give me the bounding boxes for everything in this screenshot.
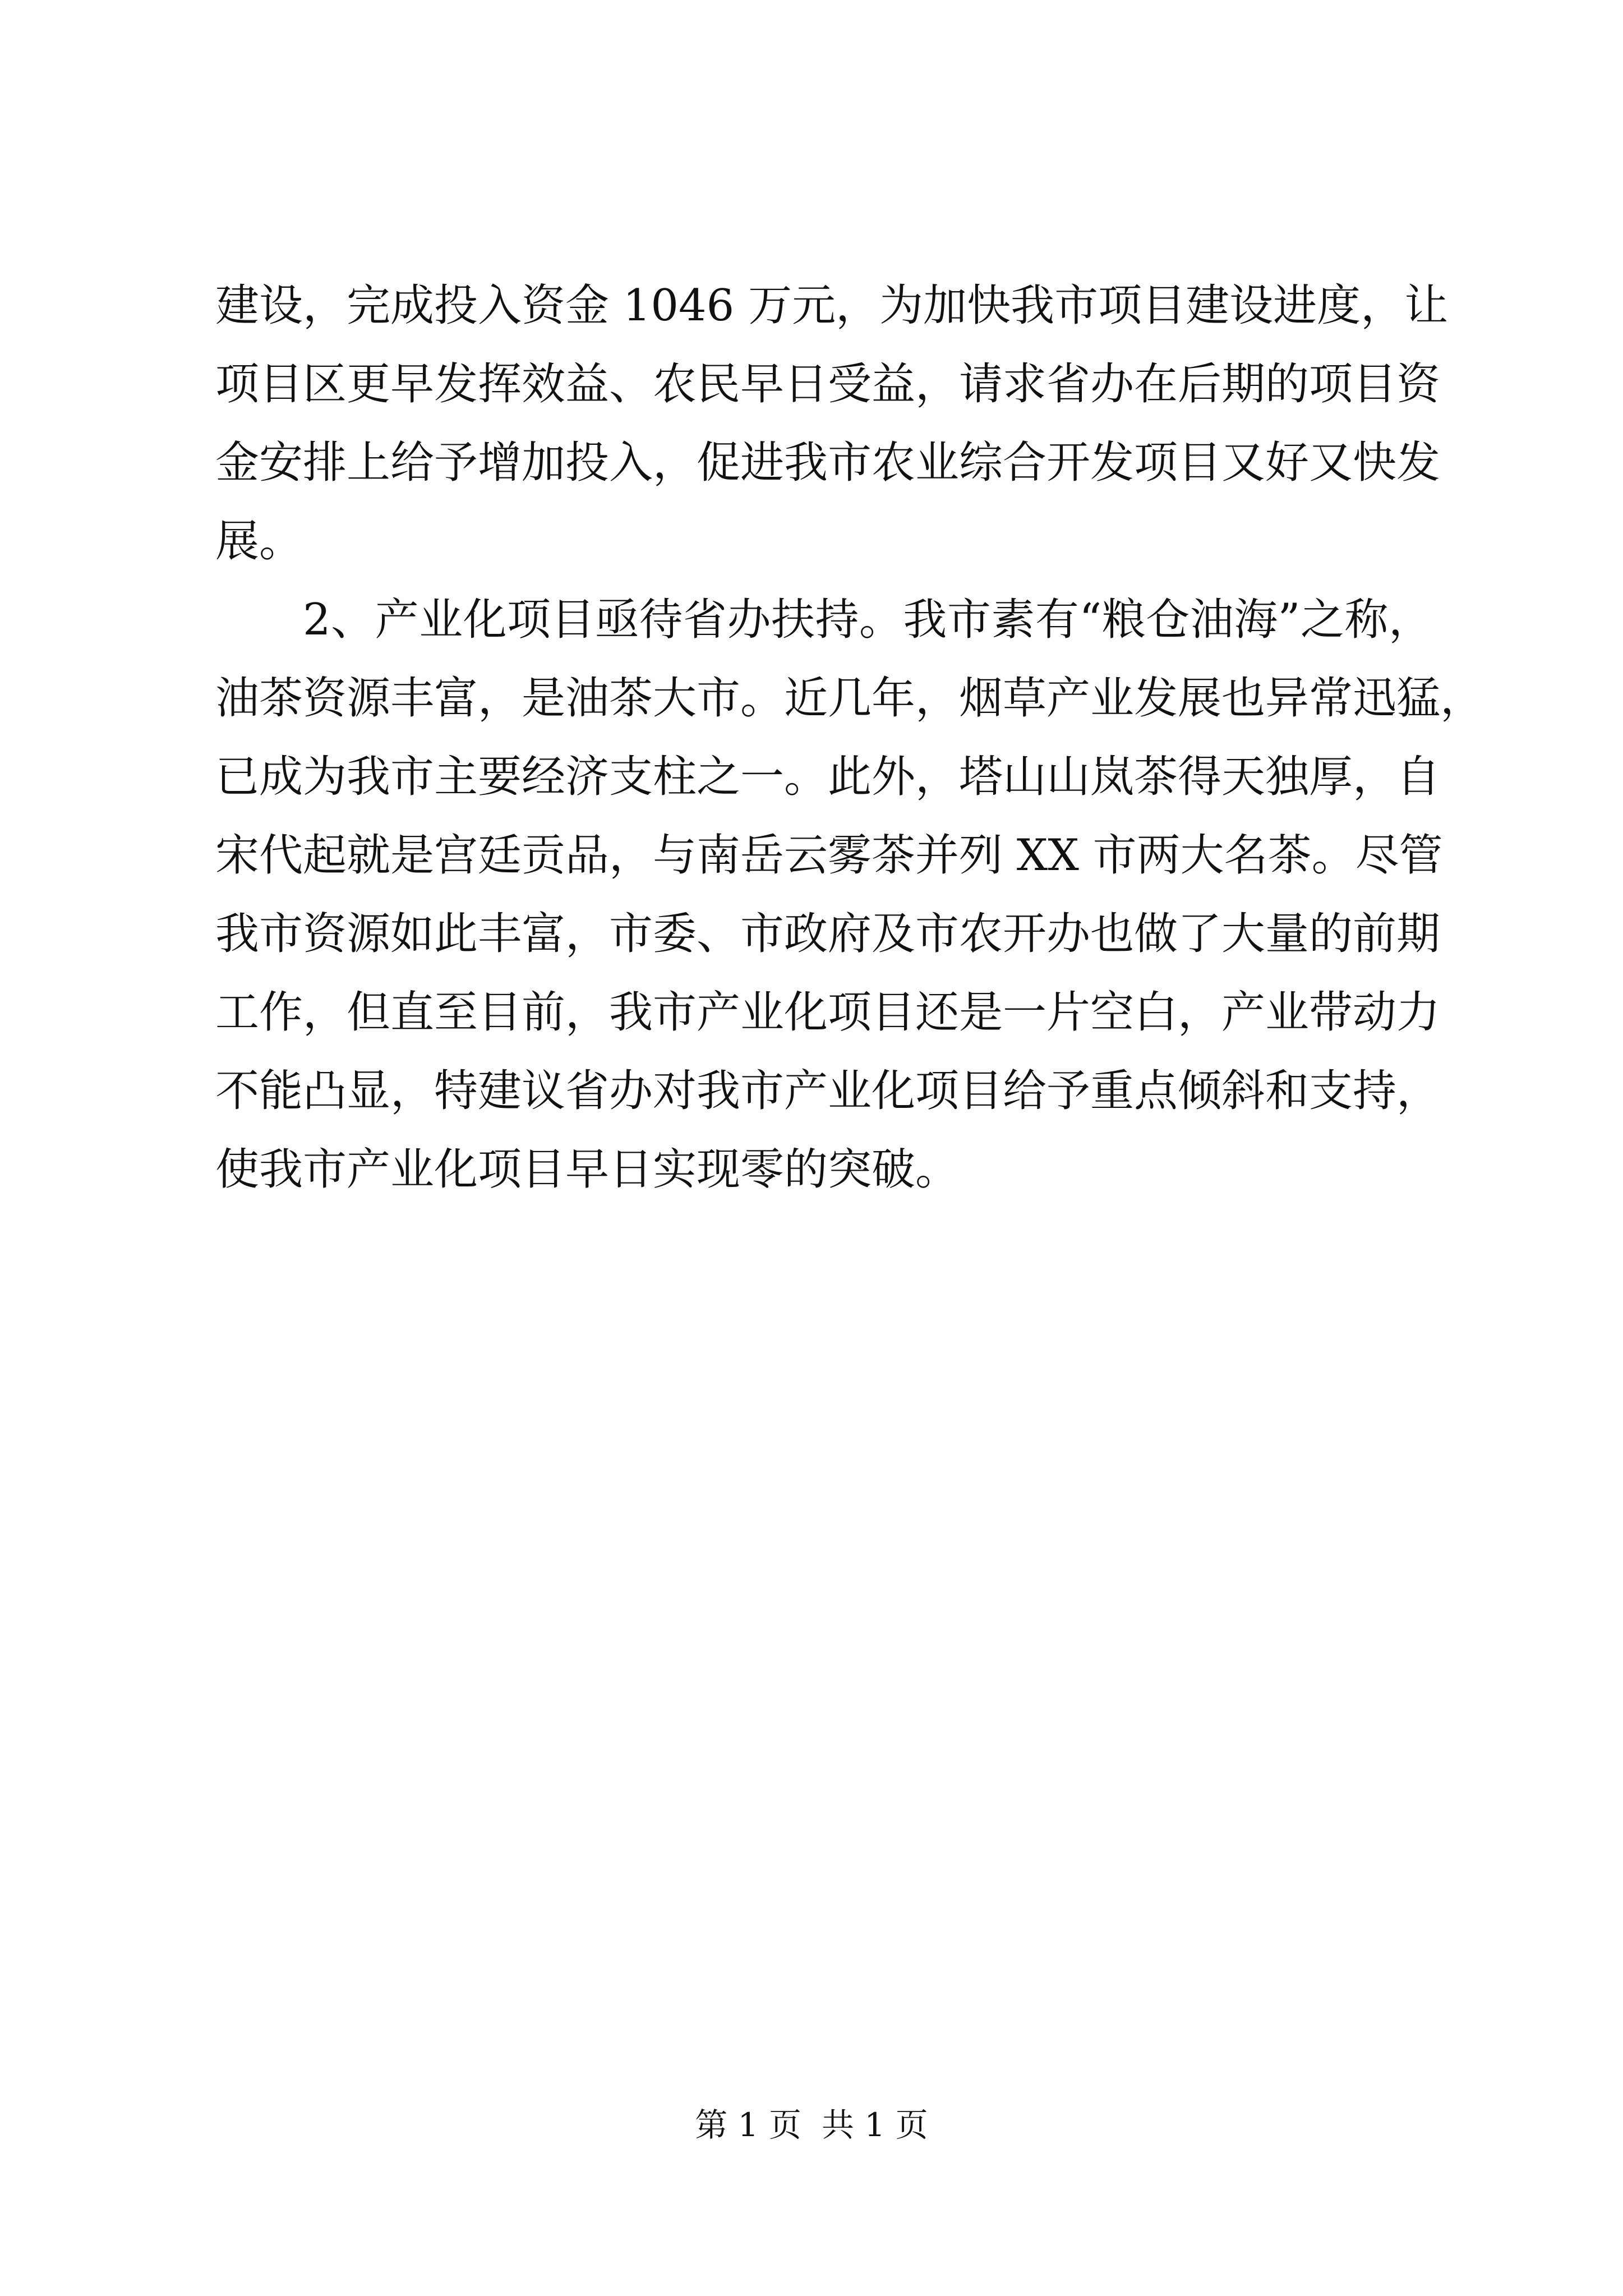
- paragraph-line: 我市资源如此丰富，市委、市政府及市农开办也做了大量的前期: [215, 909, 1441, 959]
- paragraph-line: 项目区更早发挥效益、农民早日受益，请求省办在后期的项目资: [215, 359, 1441, 409]
- paragraph-line: 已成为我市主要经济支柱之一。此外，塔山山岚茶得天独厚，自: [215, 752, 1441, 802]
- paragraph-line: 建设，完成投入资金 1046 万元，为加快我市项目建设进度，让: [215, 280, 1449, 331]
- page-footer: [0, 2102, 1623, 2147]
- document-body: [215, 266, 1484, 1209]
- page-number: 第 1 页: [695, 2106, 801, 2144]
- page-total: 共 1 页: [822, 2106, 928, 2144]
- paragraph-line: 使我市产业化项目早日实现零的突破。: [215, 1144, 960, 1195]
- paragraph-line: 油茶资源丰富，是油茶大市。近几年，烟草产业发展也异常迅猛，: [215, 673, 1484, 724]
- paragraph-line: 展。: [215, 516, 303, 567]
- paragraph-line: 金安排上给予增加投入，促进我市农业综合开发项目又好又快发: [215, 438, 1441, 488]
- paragraph-line: 不能凸显，特建议省办对我市产业化项目给予重点倾斜和支持，: [215, 1066, 1441, 1116]
- paragraph-2: [215, 581, 1484, 1209]
- paragraph-line: 2、产业化项目亟待省办扶持。我市素有“粮仓油海”之称，: [303, 595, 1432, 645]
- paragraph-1: [215, 266, 1449, 581]
- paragraph-line: 宋代起就是宫廷贡品，与南岳云雾茶并列 XX 市两大名茶。尽管: [215, 830, 1443, 881]
- paragraph-line: 工作，但直至目前，我市产业化项目还是一片空白，产业带动力: [215, 987, 1441, 1038]
